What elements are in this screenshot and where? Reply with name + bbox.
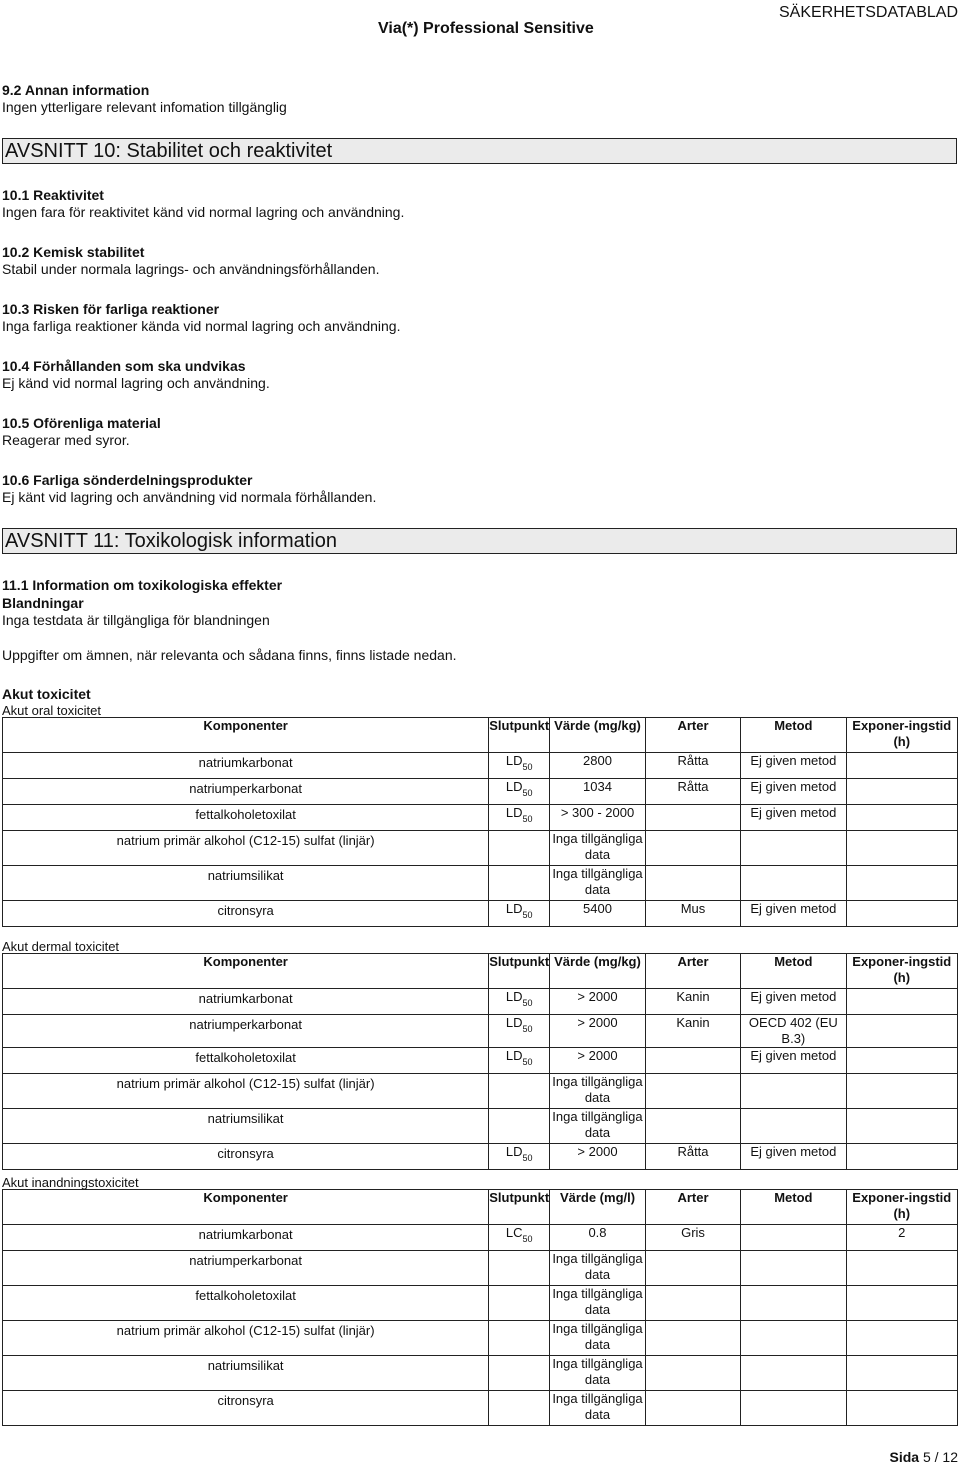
cell-end (489, 1251, 550, 1286)
cell-meth: Ej given metod (741, 989, 846, 1015)
cell-exp (846, 805, 957, 831)
column-header-meth: Metod (741, 718, 846, 753)
cell-spec (645, 1286, 740, 1321)
inhalation-toxicity-table (2, 1189, 958, 1426)
endpoint-label: LD (505, 1015, 523, 1030)
cell-end (489, 989, 550, 1015)
endpoint-subscript: 50 (522, 762, 533, 772)
page-number: 5 / 12 (922, 1449, 958, 1465)
column-header-exp: Exponer-ingstid (h) (846, 1190, 957, 1225)
endpoint-label: LD (505, 901, 523, 916)
cell-end (489, 831, 550, 866)
cell-val: 2800 (550, 753, 646, 779)
cell-spec: Råtta (645, 753, 740, 779)
table-row (3, 1225, 958, 1251)
cell-meth: Ej given metod (741, 1144, 846, 1170)
dermal-toxicity-table (2, 953, 958, 1170)
table-row (3, 1015, 958, 1048)
endpoint-label: LD (505, 1144, 523, 1159)
cell-end (489, 1015, 550, 1048)
cell-exp: 2 (846, 1225, 957, 1251)
column-header-meth: Metod (741, 954, 846, 989)
cell-exp (846, 1074, 957, 1109)
cell-val: 1034 (550, 779, 646, 805)
cell-comp: natriumsilikat (3, 1109, 489, 1144)
cell-end (489, 1048, 550, 1074)
oral-table-title: Akut oral toxicitet (2, 703, 101, 718)
cell-meth: Ej given metod (741, 753, 846, 779)
table-header-row (3, 1190, 958, 1225)
cell-end (489, 1356, 550, 1391)
cell-meth (741, 1321, 846, 1356)
substances-note: Uppgifter om ämnen, när relevanta och sådana finns, finns listade nedan. (2, 647, 457, 663)
endpoint-label: LD (505, 779, 523, 794)
cell-val: > 2000 (550, 1015, 646, 1048)
cell-end (489, 866, 550, 901)
endpoint-subscript: 50 (522, 1234, 533, 1244)
cell-exp (846, 1109, 957, 1144)
cell-meth: OECD 402 (EU B.3) (741, 1015, 846, 1048)
s10-3-text: Inga farliga reaktioner kända vid normal lagring och användning. (2, 318, 401, 334)
cell-val: > 2000 (550, 1144, 646, 1170)
cell-exp (846, 866, 957, 901)
cell-exp (846, 1251, 957, 1286)
column-header-comp: Komponenter (3, 954, 489, 989)
cell-val: Inga tillgängliga data (550, 1251, 646, 1286)
s10-6-text: Ej känt vid lagring och användning vid normala förhållanden. (2, 489, 377, 505)
cell-val: > 300 - 2000 (550, 805, 646, 831)
s9-2-text: Ingen ytterligare relevant infomation tillgänglig (2, 99, 287, 115)
acute-toxicity-title: Akut toxicitet (2, 686, 91, 702)
cell-meth (741, 831, 846, 866)
endpoint-subscript: 50 (522, 910, 533, 920)
cell-end (489, 779, 550, 805)
page-footer (890, 1449, 959, 1465)
cell-exp (846, 779, 957, 805)
endpoint-label: LD (505, 805, 523, 820)
cell-val: Inga tillgängliga data (550, 1074, 646, 1109)
cell-val: 0.8 (550, 1225, 646, 1251)
column-header-spec: Arter (645, 954, 740, 989)
cell-end (489, 1109, 550, 1144)
s10-4-text: Ej känd vid normal lagring och användning. (2, 375, 270, 391)
column-header-end: Slutpunkt (489, 1190, 550, 1225)
cell-spec (645, 1251, 740, 1286)
cell-exp (846, 1356, 957, 1391)
cell-val: Inga tillgängliga data (550, 866, 646, 901)
cell-comp: citronsyra (3, 901, 489, 927)
endpoint-label: LD (505, 1048, 523, 1063)
product-name: Via(*) Professional Sensitive (378, 20, 594, 37)
page-label: Sida (889, 1449, 920, 1465)
table-row (3, 1144, 958, 1170)
s10-4-title: 10.4 Förhållanden som ska undvikas (2, 358, 246, 374)
cell-meth: Ej given metod (741, 779, 846, 805)
cell-end (489, 753, 550, 779)
table-row (3, 1048, 958, 1074)
s10-3-title: 10.3 Risken för farliga reaktioner (2, 301, 220, 317)
cell-val: Inga tillgängliga data (550, 1109, 646, 1144)
cell-val: 5400 (550, 901, 646, 927)
cell-exp (846, 1048, 957, 1074)
cell-comp: natriumperkarbonat (3, 1015, 489, 1048)
cell-spec: Råtta (645, 1144, 740, 1170)
table-header-row (3, 954, 958, 989)
table-row (3, 1286, 958, 1321)
cell-comp: natriumsilikat (3, 866, 489, 901)
cell-spec (645, 1109, 740, 1144)
endpoint-subscript: 50 (522, 1153, 533, 1163)
table-row (3, 1356, 958, 1391)
table-row (3, 866, 958, 901)
cell-meth: Ej given metod (741, 901, 846, 927)
table-header-row (3, 718, 958, 753)
cell-spec: Kanin (645, 1015, 740, 1048)
cell-end (489, 1391, 550, 1426)
column-header-exp: Exponer-ingstid (h) (846, 718, 957, 753)
cell-exp (846, 1391, 957, 1426)
cell-spec (645, 866, 740, 901)
column-header-spec: Arter (645, 1190, 740, 1225)
s10-1-text: Ingen fara för reaktivitet känd vid normal lagring och användning. (2, 204, 405, 220)
cell-spec (645, 831, 740, 866)
cell-spec: Gris (645, 1225, 740, 1251)
cell-meth (741, 866, 846, 901)
s10-6-title: 10.6 Farliga sönderdelningsprodukter (2, 472, 253, 488)
endpoint-subscript: 50 (522, 788, 533, 798)
cell-meth (741, 1356, 846, 1391)
cell-comp: fettalkoholetoxilat (3, 1048, 489, 1074)
cell-end (489, 1144, 550, 1170)
table-row (3, 1074, 958, 1109)
mixtures-text: Inga testdata är tillgängliga för blandningen (2, 612, 270, 628)
cell-val: Inga tillgängliga data (550, 1391, 646, 1426)
mixtures-label: Blandningar (2, 595, 84, 611)
s10-2-text: Stabil under normala lagrings- och användningsförhållanden. (2, 261, 380, 277)
cell-exp (846, 901, 957, 927)
cell-meth (741, 1109, 846, 1144)
endpoint-subscript: 50 (522, 998, 533, 1008)
cell-meth (741, 1391, 846, 1426)
s10-5-title: 10.5 Oförenliga material (2, 415, 161, 431)
cell-exp (846, 1321, 957, 1356)
cell-end (489, 901, 550, 927)
cell-end (489, 1321, 550, 1356)
cell-spec (645, 1048, 740, 1074)
cell-meth (741, 1225, 846, 1251)
dermal-table-title: Akut dermal toxicitet (2, 939, 120, 954)
column-header-comp: Komponenter (3, 718, 489, 753)
table-row (3, 805, 958, 831)
cell-comp: natriumperkarbonat (3, 1251, 489, 1286)
cell-comp: natriumkarbonat (3, 1225, 489, 1251)
column-header-val: Värde (mg/kg) (550, 718, 646, 753)
cell-meth (741, 1074, 846, 1109)
inhalation-table-title: Akut inandningstoxicitet (2, 1175, 139, 1190)
s10-2-title: 10.2 Kemisk stabilitet (2, 244, 145, 260)
cell-val: Inga tillgängliga data (550, 1286, 646, 1321)
endpoint-subscript: 50 (522, 1024, 533, 1034)
s11-1-title: 11.1 Information om toxikologiska effekter (2, 577, 283, 593)
column-header-val: Värde (mg/kg) (550, 954, 646, 989)
column-header-exp: Exponer-ingstid (h) (846, 954, 957, 989)
cell-meth (741, 1251, 846, 1286)
cell-meth: Ej given metod (741, 805, 846, 831)
table-row (3, 1321, 958, 1356)
cell-comp: fettalkoholetoxilat (3, 1286, 489, 1321)
cell-comp: natriumperkarbonat (3, 779, 489, 805)
cell-comp: natrium primär alkohol (C12-15) sulfat (linjär) (3, 1074, 489, 1109)
endpoint-label: LD (505, 753, 523, 768)
cell-meth: Ej given metod (741, 1048, 846, 1074)
column-header-end: Slutpunkt (489, 718, 550, 753)
cell-spec (645, 1321, 740, 1356)
cell-comp: fettalkoholetoxilat (3, 805, 489, 831)
table-row (3, 1109, 958, 1144)
document-type: SÄKERHETSDATABLAD (778, 4, 958, 21)
cell-comp: citronsyra (3, 1391, 489, 1426)
cell-val: > 2000 (550, 1048, 646, 1074)
cell-exp (846, 1144, 957, 1170)
column-header-end: Slutpunkt (489, 954, 550, 989)
cell-comp: natriumkarbonat (3, 989, 489, 1015)
cell-spec: Kanin (645, 989, 740, 1015)
cell-spec: Mus (645, 901, 740, 927)
table-row (3, 989, 958, 1015)
section-10-title: AVSNITT 10: Stabilitet och reaktivitet (5, 140, 333, 162)
cell-val: Inga tillgängliga data (550, 1321, 646, 1356)
cell-end (489, 1286, 550, 1321)
column-header-comp: Komponenter (3, 1190, 489, 1225)
cell-spec: Råtta (645, 779, 740, 805)
table-row (3, 779, 958, 805)
cell-comp: natriumsilikat (3, 1356, 489, 1391)
table-row (3, 1391, 958, 1426)
endpoint-label: LD (505, 989, 523, 1004)
endpoint-subscript: 50 (522, 814, 533, 824)
cell-spec (645, 1356, 740, 1391)
column-header-val: Värde (mg/l) (550, 1190, 646, 1225)
table-row (3, 901, 958, 927)
section-11-header (2, 528, 957, 554)
section-11-title: AVSNITT 11: Toxikologisk information (5, 530, 337, 552)
cell-val: > 2000 (550, 989, 646, 1015)
cell-end (489, 805, 550, 831)
cell-exp (846, 1286, 957, 1321)
cell-spec (645, 1391, 740, 1426)
oral-toxicity-table (2, 717, 958, 927)
cell-comp: natrium primär alkohol (C12-15) sulfat (linjär) (3, 1321, 489, 1356)
cell-exp (846, 989, 957, 1015)
cell-end (489, 1225, 550, 1251)
cell-comp: citronsyra (3, 1144, 489, 1170)
cell-spec (645, 805, 740, 831)
endpoint-label: LC (505, 1225, 523, 1240)
cell-val: Inga tillgängliga data (550, 831, 646, 866)
section-10-header (2, 138, 957, 164)
table-row (3, 831, 958, 866)
cell-exp (846, 753, 957, 779)
s10-1-title: 10.1 Reaktivitet (2, 187, 104, 203)
cell-meth (741, 1286, 846, 1321)
cell-exp (846, 831, 957, 866)
cell-end (489, 1074, 550, 1109)
cell-spec (645, 1074, 740, 1109)
cell-exp (846, 1015, 957, 1048)
table-row (3, 1251, 958, 1286)
endpoint-subscript: 50 (522, 1057, 533, 1067)
column-header-meth: Metod (741, 1190, 846, 1225)
s10-5-text: Reagerar med syror. (2, 432, 130, 448)
s9-2-title: 9.2 Annan information (2, 82, 150, 98)
table-row (3, 753, 958, 779)
cell-comp: natrium primär alkohol (C12-15) sulfat (linjär) (3, 831, 489, 866)
column-header-spec: Arter (645, 718, 740, 753)
cell-val: Inga tillgängliga data (550, 1356, 646, 1391)
cell-comp: natriumkarbonat (3, 753, 489, 779)
